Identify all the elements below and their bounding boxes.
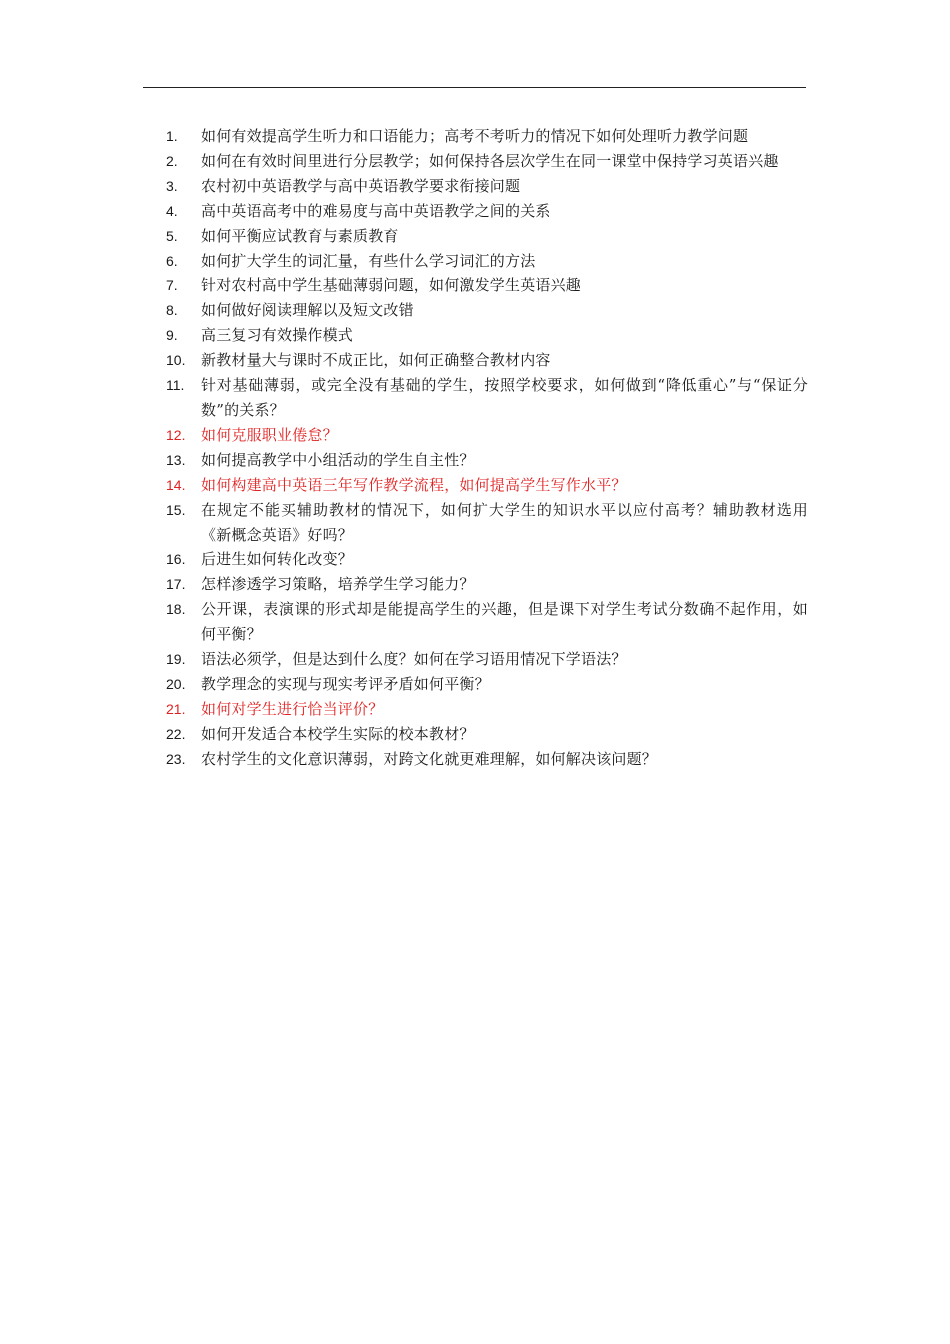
- list-item-text: 高三复习有效操作模式: [201, 326, 354, 345]
- list-item-number: 7.: [166, 277, 178, 294]
- list-item-text: 如何提高教学中小组活动的学生自主性？: [201, 450, 475, 469]
- list-item-text: 高中英语高考中的难易度与高中英语教学之间的关系: [201, 201, 551, 220]
- list-item-number: 11.: [166, 377, 185, 394]
- list-item: [166, 747, 808, 772]
- list-item-text: 新教材量大与课时不成正比，如何正确整合教材内容: [201, 351, 551, 370]
- list-item-number: 6.: [166, 252, 178, 269]
- list-item-number: 2.: [166, 152, 178, 169]
- list-item-text: 如何有效提高学生听力和口语能力；高考不考听力的情况下如何处理听力教学问题: [201, 127, 749, 145]
- list-item-text: 如何克服职业倦怠？: [201, 425, 338, 444]
- list-item-text: 公开课，表演课的形式却是能提高学生的兴趣，但是课下对学生考试分数确不起作用，如何平衡？: [201, 600, 808, 644]
- list-item-text: 在规定不能买辅助教材的情况下，如何扩大学生的知识水平以应付高考？辅助教材选用《新概念英语》好吗？: [201, 500, 808, 544]
- list-item: [166, 473, 808, 498]
- list-item-text: 农村学生的文化意识薄弱，对跨文化就更难理解，如何解决该问题？: [201, 749, 658, 768]
- header-rule: [143, 87, 806, 88]
- list-item: [166, 149, 808, 174]
- list-item-number: 12.: [166, 426, 186, 443]
- list-item: [166, 273, 808, 298]
- list-item-text: 针对基础薄弱，或完全没有基础的学生，按照学校要求，如何做到“降低重心”与“保证分数”的关系？: [201, 376, 808, 419]
- list-item-number: 15.: [166, 501, 186, 518]
- list-item-number: 10.: [166, 352, 186, 369]
- list-item-number: 8.: [166, 302, 178, 319]
- list-item: [166, 547, 808, 572]
- list-item-text: 农村初中英语教学与高中英语教学要求衔接问题: [201, 176, 521, 195]
- list-item-text: 如何扩大学生的词汇量，有些什么学习词汇的方法: [201, 251, 536, 270]
- list-item-number: 16.: [166, 551, 186, 568]
- list-item-number: 20.: [166, 675, 186, 692]
- list-item-number: 19.: [166, 651, 186, 668]
- question-list: [166, 124, 808, 772]
- list-item-number: 23.: [166, 750, 186, 767]
- list-item-number: 4.: [166, 202, 178, 219]
- list-item: [166, 323, 808, 348]
- list-item: [166, 647, 808, 672]
- list-item-number: 9.: [166, 327, 178, 344]
- list-item-text: 语法必须学，但是达到什么度？如何在学习语用情况下学语法？: [201, 650, 627, 669]
- list-item-text: 如何做好阅读理解以及短文改错: [201, 301, 414, 320]
- list-item-text: 如何对学生进行恰当评价？: [201, 699, 384, 718]
- list-item-text: 如何开发适合本校学生实际的校本教材？: [201, 724, 475, 743]
- list-item: [166, 298, 808, 323]
- list-item-text: 如何平衡应试教育与素质教育: [201, 226, 399, 245]
- list-item: [166, 348, 808, 373]
- list-item: [166, 697, 808, 722]
- list-item-text: 怎样渗透学习策略，培养学生学习能力？: [201, 575, 475, 594]
- list-item-number: 21.: [166, 700, 186, 717]
- list-item: [166, 722, 808, 747]
- list-item-number: 5.: [166, 227, 178, 244]
- list-item: [166, 672, 808, 697]
- list-item-number: 13.: [166, 451, 186, 468]
- list-item-text: 后进生如何转化改变？: [201, 550, 354, 569]
- list-item-text: 如何构建高中英语三年写作教学流程，如何提高学生写作水平？: [201, 475, 627, 494]
- list-item: [166, 199, 808, 224]
- list-item-number: 3.: [166, 177, 178, 194]
- list-item-text: 教学理念的实现与现实考评矛盾如何平衡？: [201, 674, 490, 693]
- list-item: [166, 498, 808, 548]
- list-item: [166, 224, 808, 249]
- list-item-number: 22.: [166, 725, 186, 742]
- list-item-number: 18.: [166, 601, 186, 618]
- list-item: [166, 174, 808, 199]
- list-item-number: 17.: [166, 576, 186, 593]
- list-item: [166, 423, 808, 448]
- list-item-number: 1.: [166, 128, 178, 144]
- list-item-text: 针对农村高中学生基础薄弱问题，如何激发学生英语兴趣: [201, 276, 582, 295]
- list-item-number: 14.: [166, 476, 186, 493]
- list-item: [166, 448, 808, 473]
- list-item-text: 如何在有效时间里进行分层教学；如何保持各层次学生在同一课堂中保持学习英语兴趣: [201, 151, 779, 170]
- list-item: [166, 597, 808, 647]
- list-item: [166, 373, 808, 423]
- list-item: [166, 572, 808, 597]
- list-item: [166, 124, 808, 149]
- list-item: [166, 249, 808, 274]
